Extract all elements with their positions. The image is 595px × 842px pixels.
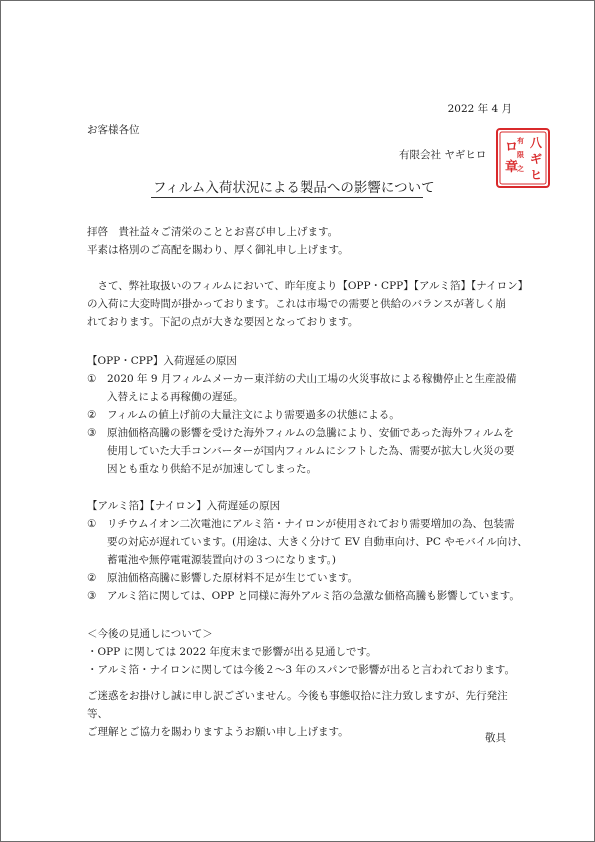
closing-line: ご迷惑をお掛けし誠に申し訳ございません。今後も事態収拾に注力致しますが、先行発注等、 [87, 690, 508, 720]
title-underline [151, 197, 423, 198]
closing-paragraph [87, 687, 527, 741]
outlook-heading: ＜今後の見通しについて＞ [87, 628, 213, 640]
svg-text:八: 八 [530, 136, 543, 150]
section-aluminum-nylon-heading: 【アルミ箔】【ナイロン】入荷遅延の原因 [87, 500, 281, 512]
intro-line: さて、弊社取扱いのフィルムにおいて、昨年度より【OPP・CPP】【アルミ箔】【ナイロン】 [87, 280, 529, 292]
list-item [87, 587, 527, 605]
section-aluminum-nylon-list [87, 515, 527, 605]
list-item [87, 515, 527, 569]
item-number: ③ [87, 590, 97, 602]
svg-text:ギ: ギ [530, 152, 543, 166]
letter-date: 2022 年 4 月 [447, 103, 512, 115]
svg-text:ロ: ロ [505, 140, 519, 155]
svg-text:有: 有 [517, 136, 524, 145]
company-seal-stamp [495, 127, 551, 189]
greeting-line: 拝啓 貴社益々ご清栄のこととお喜び申し上げます。 [87, 226, 339, 238]
item-line: 入替えによる再稼働の遅延。 [107, 391, 244, 403]
svg-text:之: 之 [517, 164, 524, 173]
item-number: ② [87, 572, 97, 584]
item-line: 蓄電池や無停電電源装置向けの３つになります。) [107, 554, 337, 566]
item-line: 2020 年 9 月フィルムメーカー東洋紡の犬山工場の火災事故による稼働停止と生産設備 [107, 373, 517, 385]
section-opp-cpp-heading: 【OPP・CPP】入荷遅延の原因 [87, 355, 237, 367]
item-number: ② [87, 409, 97, 421]
item-line: 因とも重なり供給不足が加速してしまった。 [107, 463, 317, 475]
list-item [87, 406, 527, 424]
item-number: ① [87, 373, 97, 385]
document-title: フィルム入荷状況による製品への影響について [153, 180, 435, 196]
item-line: アルミ箔に関しては、OPP と同様に海外アルミ箔の急激な価格高騰も影響しています。 [107, 590, 520, 602]
outlook-line: ・OPP に関しては 2022 年度末まで影響が出る見通しです。 [87, 646, 377, 658]
outlook-section [87, 625, 515, 679]
item-line: 要の対応が遅れています。(用途は、大きく分けて EV 自動車向け、PC やモバイル向け、 [107, 536, 528, 548]
list-item [87, 370, 527, 406]
intro-paragraph [87, 277, 527, 331]
closing-line: ご理解とご協力を賜わりますようお願い申し上げます。 [87, 726, 349, 738]
svg-text:限: 限 [517, 150, 524, 159]
greeting-line: 平素は格別のご高配を賜わり、厚く御礼申し上げます。 [87, 244, 349, 256]
svg-text:ヒ: ヒ [530, 168, 543, 182]
section-opp-cpp-list [87, 370, 527, 478]
item-number: ③ [87, 427, 97, 439]
intro-line: の入荷に大変時間が掛かっております。これは市場での需要と供給のバランスが著しく崩 [87, 298, 506, 310]
greeting [87, 223, 527, 259]
outlook-line: ・アルミ箔・ナイロンに関しては今後２～3 年のスパンで影響が出ると言われております。 [87, 664, 516, 676]
item-line: 原油価格高騰の影響を受けた海外フィルムの急騰により、安価であった海外フィルムを [107, 427, 514, 439]
item-line: フィルムの値上げ前の大量注文により需要過多の状態による。 [107, 409, 400, 421]
company-name: 有限会社 ヤギヒロ [399, 149, 487, 161]
svg-text:章: 章 [505, 160, 519, 175]
recipient: お客様各位 [87, 124, 140, 136]
item-line: 使用していた大手コンバーターが国内フィルムにシフトした為、需要が拡大し火災の要 [107, 445, 515, 457]
item-number: ① [87, 518, 97, 530]
intro-line: れております。下記の点が大きな要因となっております。 [87, 316, 359, 328]
closing-word: 敬具 [485, 732, 506, 744]
list-item [87, 424, 527, 478]
list-item [87, 569, 527, 587]
item-line: リチウムイオン二次電池にアルミ箔・ナイロンが使用されており需要増加の為、包装需 [107, 518, 515, 530]
item-line: 原油価格高騰に影響した原材料不足が生じています。 [107, 572, 359, 584]
